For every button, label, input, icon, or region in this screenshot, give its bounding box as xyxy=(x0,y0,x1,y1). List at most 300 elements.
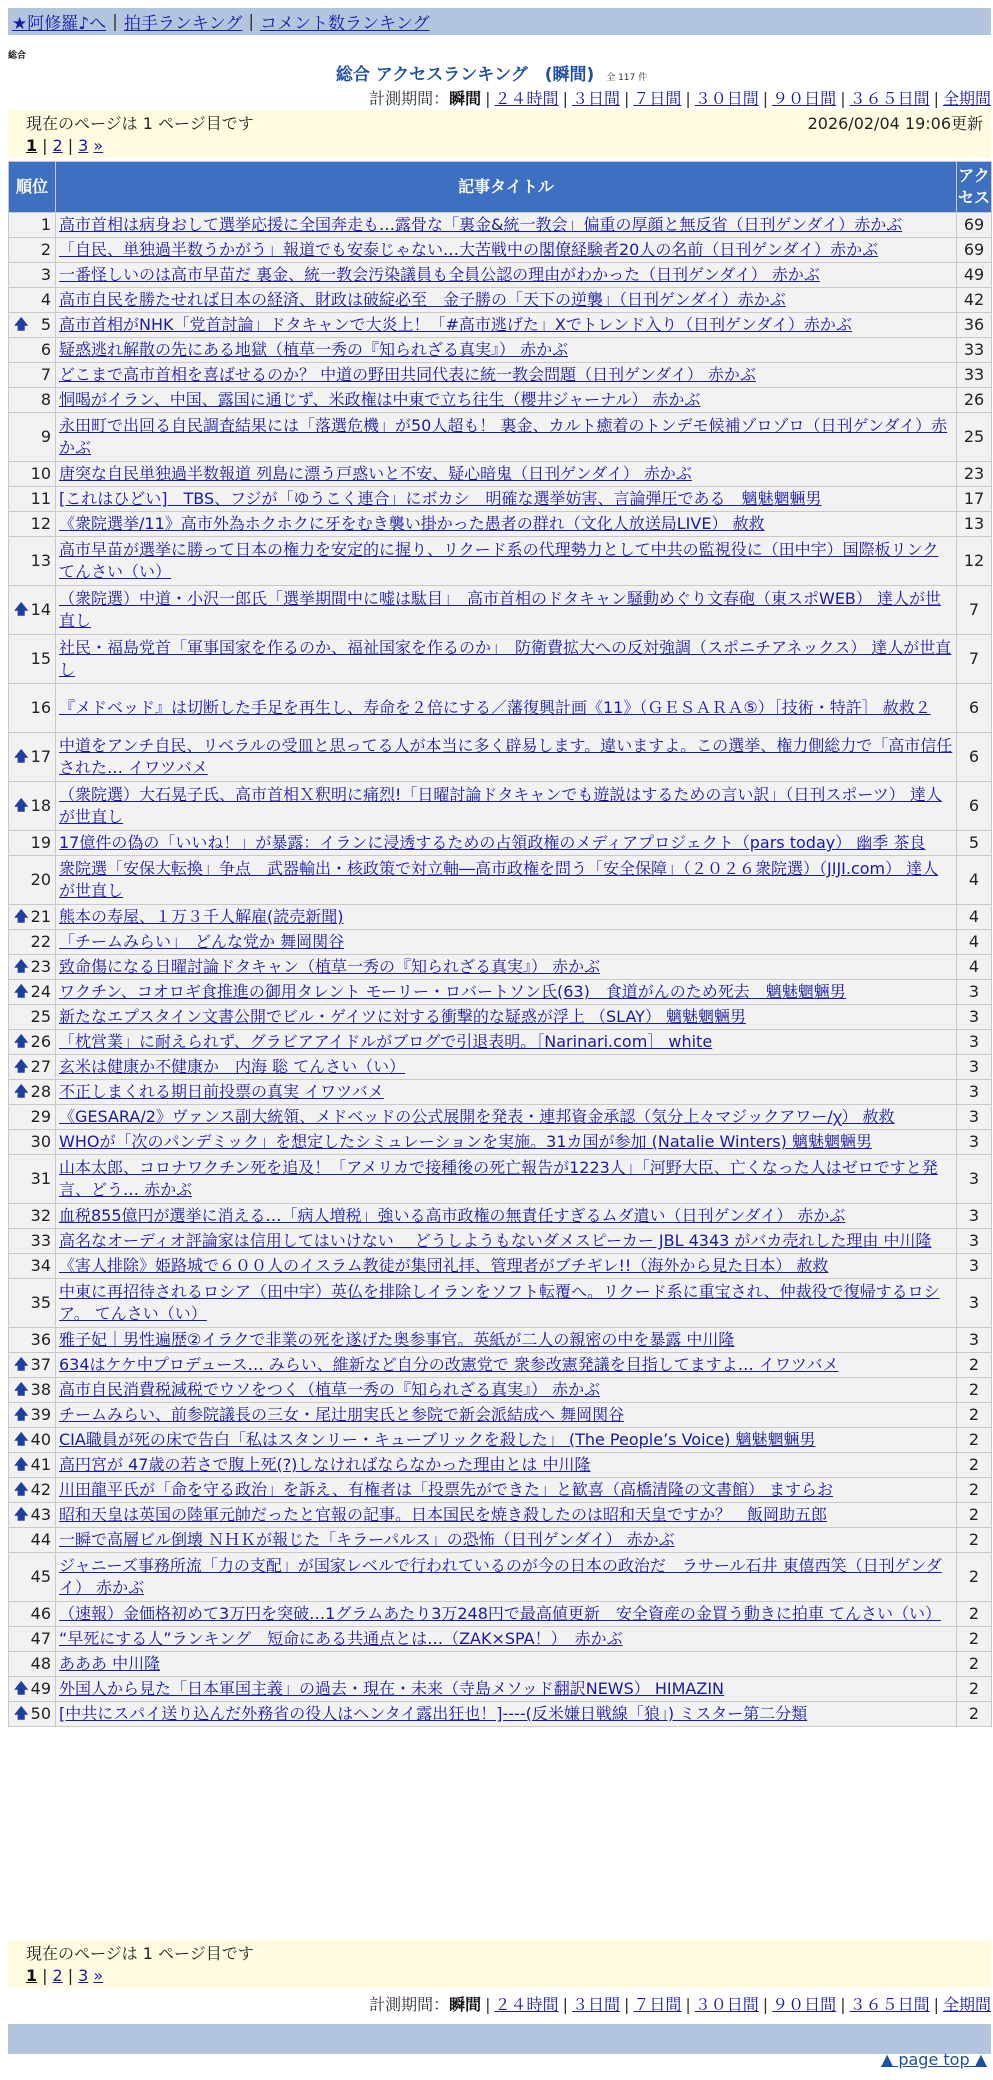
article-title-link[interactable]: 中道をアンチ自民、リベラルの受皿と思ってる人が本当に多く辟易します。違いますよ。この選挙、権力側総力で「高市信任された… イワツバメ xyxy=(59,736,953,777)
article-title-link[interactable]: 不正しまくれる期日前投票の真実 イワツバメ xyxy=(59,1082,384,1101)
bottom-period-link-4[interactable]: ３０日間 xyxy=(694,1995,759,2014)
rank-number: 2 xyxy=(40,240,51,259)
access-count: 6 xyxy=(957,782,991,830)
rank-cell xyxy=(9,1005,55,1029)
table-row xyxy=(9,487,991,511)
rank-number: 21 xyxy=(30,907,51,926)
up-arrow-icon: 🡅 xyxy=(14,1706,29,1722)
article-title-link[interactable]: 山本太郎、コロナワクチン死を追及！「アメリカで接種後の死亡報告が1223人」「河野大臣、亡くなった人はゼロですと発言、どう… 赤かぶ xyxy=(59,1158,938,1199)
up-arrow-icon: 🡅 xyxy=(14,1034,29,1050)
rank-cell xyxy=(9,213,55,237)
title-cell xyxy=(56,1279,956,1327)
access-count: 2 xyxy=(957,1602,991,1626)
rank-number: 44 xyxy=(30,1530,51,1549)
bottom-period-link-2[interactable]: ３日間 xyxy=(571,1995,620,2014)
rank-cell xyxy=(9,1403,55,1427)
top-nav xyxy=(8,8,991,35)
title-cell xyxy=(56,1254,956,1278)
access-count: 2 xyxy=(957,1478,991,1502)
rank-number: 6 xyxy=(40,340,51,359)
rank-cell xyxy=(9,733,55,781)
period-separator: | xyxy=(933,1995,939,2014)
article-title-link[interactable]: WHOが「次のパンデミック」を想定したシミュレーションを実施。31カ国が参加 (Natalie Winters) 魑魅魍魎男 xyxy=(59,1132,872,1151)
bottom-period-link-6[interactable]: ３６５日間 xyxy=(849,1995,930,2014)
access-count: 25 xyxy=(957,413,991,461)
rank-cell xyxy=(9,831,55,855)
period-current: 瞬間 xyxy=(449,89,482,108)
table-row xyxy=(9,635,991,683)
up-arrow-icon: 🡅 xyxy=(14,317,29,333)
article-title-link[interactable]: 玄米は健康か不健康か 内海 聡 てんさい（い） xyxy=(59,1057,406,1076)
access-count: 69 xyxy=(957,238,991,262)
article-title-link[interactable]: （速報）金価格初めて3万円を突破…1グラムあたり3万248円で最高値更新 安全資産の金買う動きに拍車 てんさい（い） xyxy=(59,1604,942,1623)
article-title-link[interactable]: チームみらい、前参院議長の三女・尾辻朋実氏と参院で新会派結成へ 舞岡関谷 xyxy=(59,1405,625,1424)
rank-cell xyxy=(9,1279,55,1327)
article-title-link[interactable]: 唐突な自民単独過半数報道 列島に漂う戸惑いと不安、疑心暗鬼（日刊ゲンダイ） 赤かぶ xyxy=(59,464,692,483)
article-title-link[interactable]: 社民・福島党首「軍事国家を作るのか、福祉国家を作るのか」 防衛費拡大への反対強調（スポニチアネックス） 達人が世直し xyxy=(59,638,952,679)
article-title-link[interactable]: 「チームみらい」 どんな党か 舞岡関谷 xyxy=(59,932,345,951)
period-label: 計測期間： xyxy=(369,89,450,108)
rank-number: 35 xyxy=(30,1293,51,1312)
access-count: 33 xyxy=(957,363,991,387)
article-title-link[interactable]: 『メドベッド』は切断した手足を再生し、寿命を２倍にする／藩復興計画《11》（ＧＥＳＡＲＡ⑤）［技術・特許］ 赦救２ xyxy=(59,698,931,717)
article-title-link[interactable]: 川田龍平氏が「命を守る政治」を訴え、有権者は「投票先ができた」と歓喜（高橋清隆の文書館） ますらお xyxy=(59,1480,834,1499)
rank-cell xyxy=(9,1627,55,1651)
rank-number: 24 xyxy=(30,982,51,1001)
access-count: 7 xyxy=(957,635,991,683)
nav-link-comment-ranking[interactable]: コメント数ランキング xyxy=(260,14,430,34)
rank-cell xyxy=(9,1254,55,1278)
access-count: 3 xyxy=(957,1279,991,1327)
access-count: 4 xyxy=(957,955,991,979)
rank-number: 10 xyxy=(30,464,51,483)
period-separator: | xyxy=(840,1995,846,2014)
rank-cell xyxy=(9,1328,55,1352)
article-title-link[interactable]: 高市自民を勝たせれば日本の経済、財政は破綻必至 金子勝の「天下の逆襲」（日刊ゲンダイ）赤かぶ xyxy=(59,290,786,309)
table-row xyxy=(9,1055,991,1079)
table-row xyxy=(9,1553,991,1601)
title-cell xyxy=(56,1328,956,1352)
access-count: 26 xyxy=(957,388,991,412)
title-cell xyxy=(56,1105,956,1129)
access-count: 2 xyxy=(957,1702,991,1726)
access-count: 12 xyxy=(957,537,991,585)
title-cell xyxy=(56,1627,956,1651)
rank-cell xyxy=(9,1428,55,1452)
table-row xyxy=(9,213,991,237)
article-title-link[interactable]: 高市首相がNHK「党首討論」ドタキャンで大炎上！「#高市逃げた」Xでトレンド入り（日刊ゲンダイ）赤かぶ xyxy=(59,315,852,334)
access-count: 49 xyxy=(957,263,991,287)
table-row xyxy=(9,684,991,732)
title-cell xyxy=(56,1453,956,1477)
period-separator: | xyxy=(562,89,568,108)
rank-number: 43 xyxy=(30,1505,51,1524)
article-title-link[interactable]: 高市首相は病身おして選挙応援に全国奔走も…露骨な「裏金&統一教会」偏重の厚顔と無反省（日刊ゲンダイ）赤かぶ xyxy=(59,215,903,234)
up-arrow-icon: 🡅 xyxy=(14,1382,29,1398)
period-selector-top xyxy=(369,86,991,109)
table-row xyxy=(9,462,991,486)
table-row xyxy=(9,1105,991,1129)
table-row xyxy=(9,1627,991,1651)
title-cell xyxy=(56,586,956,634)
table-row xyxy=(9,1503,991,1527)
rank-cell xyxy=(9,1130,55,1154)
table-row xyxy=(9,782,991,830)
access-count: 2 xyxy=(957,1353,991,1377)
article-title-link[interactable]: 昭和天皇は英国の陸軍元帥だったと官報の記事。日本国民を焼き殺したのは昭和天皇ですか？ 飯岡助五郎 xyxy=(59,1505,828,1524)
rank-cell xyxy=(9,905,55,929)
rank-cell xyxy=(9,1030,55,1054)
article-title-link[interactable]: 634はケケ中プロデュース… みらい、維新など自分の改憲党で 衆参改憲発議を目指してますよ… イワツバメ xyxy=(59,1355,839,1374)
access-count: 2 xyxy=(957,1652,991,1676)
rank-cell xyxy=(9,1055,55,1079)
access-count: 2 xyxy=(957,1453,991,1477)
table-row xyxy=(9,1378,991,1402)
article-title-link[interactable]: CIA職員が死の床で告白「私はスタンリー・キューブリックを殺した」 (The People’s Voice) 魑魅魍魎男 xyxy=(59,1430,816,1449)
title-cell xyxy=(56,831,956,855)
column-header-access: アクセス xyxy=(957,162,991,212)
top-page-link-2[interactable]: 2 xyxy=(52,136,63,155)
footer-bar xyxy=(8,2024,991,2054)
period-separator: | xyxy=(762,1995,769,2014)
access-count: 13 xyxy=(957,512,991,536)
rank-number: 4 xyxy=(40,290,51,309)
rank-number: 45 xyxy=(30,1567,51,1586)
table-row xyxy=(9,1204,991,1228)
rank-number: 33 xyxy=(30,1231,51,1250)
total-count: 全 117 件 xyxy=(606,73,648,83)
access-count: 2 xyxy=(957,1403,991,1427)
rank-cell xyxy=(9,1528,55,1552)
rank-cell xyxy=(9,512,55,536)
title-cell xyxy=(56,1602,956,1626)
access-count: 33 xyxy=(957,338,991,362)
table-row xyxy=(9,1453,991,1477)
rank-cell xyxy=(9,1204,55,1228)
top-period-link-5[interactable]: ９０日間 xyxy=(772,89,837,108)
article-title-link[interactable]: 17億件の偽の「いいね！」が暴露：イランに浸透するための占領政権のメディアプロジェクト（pars today） 幽季 茶良 xyxy=(59,833,926,852)
article-title-link[interactable]: 《衆院選挙/11》高市外為ホクホクに牙をむき襲い掛かった愚者の群れ（文化人放送局LIVE） 赦救 xyxy=(59,514,765,533)
article-title-link[interactable]: “早死にする人”ランキング 短命にある共通点とは…（ZAK×SPA！） 赤かぶ xyxy=(59,1629,623,1648)
article-title-link[interactable]: 新たなエプスタイン文書公開でビル・ゲイツに対する衝撃的な疑惑が浮上 （SLAY） 魑魅魍魎男 xyxy=(59,1007,747,1026)
bottom-period-link-1[interactable]: ２４時間 xyxy=(494,1995,559,2014)
article-title-link[interactable]: 血税855億円が選挙に消える…「病人増税」強いる高市政権の無責任すぎるムダ遣い（日刊ゲンダイ） 赤かぶ xyxy=(59,1206,846,1225)
rank-cell xyxy=(9,363,55,387)
title-cell xyxy=(56,1204,956,1228)
bottom-page-link-1: 1 xyxy=(26,1966,38,1985)
period-separator: | xyxy=(562,1995,568,2014)
title-cell xyxy=(56,1428,956,1452)
bottom-period-link-7[interactable]: 全期間 xyxy=(942,1995,991,2014)
current-page-text: 現在のページは 1 ページ目です xyxy=(26,114,254,133)
title-cell xyxy=(56,1005,956,1029)
article-title-link[interactable]: 一瞬で高層ビル倒壊 ＮＨＫが報じた「キラーパルス」の恐怖（日刊ゲンダイ） 赤かぶ xyxy=(59,1530,675,1549)
table-row xyxy=(9,238,991,262)
access-count: 2 xyxy=(957,1528,991,1552)
access-count: 3 xyxy=(957,1229,991,1253)
site-home-link[interactable]: ★阿修羅♪へ xyxy=(12,14,107,34)
period-separator: | xyxy=(623,89,630,108)
rank-cell xyxy=(9,1155,55,1203)
up-arrow-icon: 🡅 xyxy=(14,1681,29,1697)
article-title-link[interactable]: [中共にスパイ送り込んだ外務省の役人はヘンタイ露出狂也！]----(反米嫌日戦線「狼」) ミスター第二分類 xyxy=(59,1704,808,1723)
article-title-link[interactable]: 中東に再招待されるロシア（田中宇）英仏を排除しイランをソフト転覆へ。リクード系に重宝され、仲裁役で復帰するロシア。 てんさい（い） xyxy=(59,1282,940,1323)
article-title-link[interactable]: 高市自民消費税減税でウソをつく（植草一秀の『知られざる真実』） 赤かぶ xyxy=(59,1380,601,1399)
rank-cell xyxy=(9,1478,55,1502)
title-cell xyxy=(56,1553,956,1601)
table-row xyxy=(9,1428,991,1452)
access-count: 3 xyxy=(957,1254,991,1278)
table-row xyxy=(9,1155,991,1203)
rank-cell xyxy=(9,413,55,461)
title-cell xyxy=(56,1080,956,1104)
access-count: 3 xyxy=(957,1055,991,1079)
up-arrow-icon: 🡅 xyxy=(14,984,29,1000)
period-label: 計測期間： xyxy=(369,1995,450,2014)
title-cell xyxy=(56,1155,956,1203)
article-title-link[interactable]: 高名なオーディオ評論家は信用してはいけない ＿どうしようもないダメスピーカー JBL 4343 がバカ売れした理由 中川隆 xyxy=(59,1231,932,1250)
up-arrow-icon: 🡅 xyxy=(14,959,29,975)
article-title-link[interactable]: あああ 中川隆 xyxy=(59,1654,161,1673)
rank-cell xyxy=(9,388,55,412)
rank-cell xyxy=(9,263,55,287)
table-row xyxy=(9,586,991,634)
table-row xyxy=(9,413,991,461)
title-cell xyxy=(56,313,956,337)
access-count: 17 xyxy=(957,487,991,511)
access-count: 69 xyxy=(957,213,991,237)
rank-cell xyxy=(9,1453,55,1477)
table-row xyxy=(9,537,991,585)
rank-cell xyxy=(9,1652,55,1676)
title-cell xyxy=(56,1130,956,1154)
article-title-link[interactable]: 疑惑逃れ解散の先にある地獄（植草一秀の『知られざる真実』） 赤かぶ xyxy=(59,340,569,359)
period-separator: | xyxy=(485,89,491,108)
access-count: 4 xyxy=(957,930,991,954)
rank-number: 25 xyxy=(30,1007,51,1026)
period-separator: | xyxy=(762,89,769,108)
rank-number: 46 xyxy=(30,1604,51,1623)
category-label: 総合 xyxy=(8,51,27,61)
up-arrow-icon: 🡅 xyxy=(14,602,29,618)
article-title-link[interactable]: 衆院選「安保大転換」争点 武器輸出・核政策で対立軸―高市政権を問う「安全保障」（２０２６衆院選）（JIJI.com） 達人が世直し xyxy=(59,859,939,900)
top-page-link-1: 1 xyxy=(26,136,38,155)
access-count: 6 xyxy=(957,684,991,732)
top-period-link-6[interactable]: ３６５日間 xyxy=(849,89,930,108)
article-title-link[interactable]: 「枕営業」に耐えられず、グラビアアイドルがブログで引退表明。［Narinari.com］ white xyxy=(59,1032,713,1051)
title-cell xyxy=(56,1403,956,1427)
title-cell xyxy=(56,1677,956,1701)
article-title-link[interactable]: 外国人から見た「日本軍国主義」の過去・現在・未来（寺島メソッド翻訳NEWS） HIMAZIN xyxy=(59,1679,725,1698)
page-title-text: 総合 アクセスランキング (瞬間) xyxy=(335,65,595,85)
page-top-link[interactable]: ▲ page top ▲ xyxy=(880,2050,987,2069)
pagination-bottom xyxy=(26,1964,983,1987)
table-row xyxy=(9,980,991,1004)
rank-cell xyxy=(9,313,55,337)
table-header-row xyxy=(9,162,991,212)
rank-number: 28 xyxy=(30,1082,51,1101)
up-arrow-icon: 🡅 xyxy=(14,1457,29,1473)
up-arrow-icon: 🡅 xyxy=(14,1482,29,1498)
article-title-link[interactable]: 高市早苗が選挙に勝って日本の権力を安定的に握り、リクード系の代理勢力として中共の監視役に（田中宇）国際板リンク てんさい（い） xyxy=(59,540,939,581)
article-title-link[interactable]: 「自民、単独過半数うかがう」報道でも安泰じゃない…大苦戦中の閣僚経験者20人の名前（日刊ゲンダイ）赤かぶ xyxy=(59,240,879,259)
period-separator: | xyxy=(485,1995,491,2014)
rank-cell xyxy=(9,1677,55,1701)
table-row xyxy=(9,955,991,979)
rank-number: 14 xyxy=(30,600,51,619)
access-count: 3 xyxy=(957,1080,991,1104)
article-title-link[interactable]: 一番怪しいのは高市早苗だ 裏金、統一教会汚染議員も全員公認の理由がわかった（日刊ゲンダイ） 赤かぶ xyxy=(59,265,820,284)
page-info-bottom xyxy=(8,1940,991,1988)
article-title-link[interactable]: 永田町で出回る自民調査結果には「落選危機」が50人超も！ 裏金、カルト癒着のトンデモ候補ゾロゾロ（日刊ゲンダイ）赤かぶ xyxy=(59,416,948,457)
article-title-link[interactable]: （衆院選）大石晃子氏、高市首相Ｘ釈明に痛烈!「日曜討論ドタキャンでも遊説はするための言い訳」（日刊スポーツ） 達人が世直し xyxy=(59,785,942,826)
rank-cell xyxy=(9,856,55,904)
top-period-link-2[interactable]: ３日間 xyxy=(571,89,620,108)
rank-number: 12 xyxy=(30,514,51,533)
rank-cell xyxy=(9,1229,55,1253)
rank-number: 20 xyxy=(30,870,51,889)
title-cell xyxy=(56,955,956,979)
period-separator: | xyxy=(685,89,691,108)
rank-number: 17 xyxy=(30,747,51,766)
table-row xyxy=(9,1403,991,1427)
top-period-link-1[interactable]: ２４時間 xyxy=(494,89,559,108)
access-count: 2 xyxy=(957,1677,991,1701)
article-title-link[interactable]: 高円宮が 47歳の若さで腹上死(?)しなければならなかった理由とは 中川隆 xyxy=(59,1455,591,1474)
table-row xyxy=(9,1528,991,1552)
title-cell xyxy=(56,930,956,954)
rank-number: 48 xyxy=(30,1654,51,1673)
top-period-link-4[interactable]: ３０日間 xyxy=(694,89,759,108)
period-selector-bottom xyxy=(369,1992,991,2015)
access-count: 6 xyxy=(957,733,991,781)
rank-number: 11 xyxy=(30,489,51,508)
table-row xyxy=(9,1602,991,1626)
title-cell xyxy=(56,1503,956,1527)
bottom-next-page-link[interactable]: » xyxy=(93,1966,104,1985)
rank-cell xyxy=(9,1080,55,1104)
title-cell xyxy=(56,1378,956,1402)
title-cell xyxy=(56,363,956,387)
title-cell xyxy=(56,263,956,287)
pager-separator: | xyxy=(42,1966,48,1985)
article-title-link[interactable]: 雅子妃｜男性遍歴②イラクで非業の死を遂げた奥参事官。英紙が二人の親密の中を暴露 中川隆 xyxy=(59,1330,735,1349)
title-cell xyxy=(56,856,956,904)
article-title-link[interactable]: どこまで高市首相を喜ばせるのか？ 中道の野田共同代表に統一教会問題（日刊ゲンダイ） 赤かぶ xyxy=(59,365,756,384)
rank-number: 19 xyxy=(30,833,51,852)
pager-separator: | xyxy=(67,136,74,155)
up-arrow-icon: 🡅 xyxy=(14,749,29,765)
article-title-link[interactable]: 《害人排除》姫路城で６００人のイスラム教徒が集団礼拝、管理者がブチギレ!!（海外から見た日本） 赦救 xyxy=(59,1256,829,1275)
rank-number: 18 xyxy=(30,796,51,815)
rank-number: 39 xyxy=(30,1405,51,1424)
rank-cell xyxy=(9,782,55,830)
table-row xyxy=(9,1030,991,1054)
article-title-link[interactable]: ジャニーズ事務所流「力の支配」が国家レベルで行われているのが今の日本の政治だ ラサール石井 東僖西笑（日刊ゲンダイ） 赤かぶ xyxy=(59,1556,942,1597)
title-cell xyxy=(56,1478,956,1502)
period-separator: | xyxy=(840,89,846,108)
article-title-link[interactable]: 致命傷になる日曜討論ドタキャン（植草一秀の『知られざる真実』） 赤かぶ xyxy=(59,957,601,976)
access-count: 2 xyxy=(957,1553,991,1601)
access-count: 36 xyxy=(957,313,991,337)
rank-cell xyxy=(9,238,55,262)
column-header-rank: 順位 xyxy=(9,162,55,212)
access-count: 3 xyxy=(957,1204,991,1228)
article-title-link[interactable]: ワクチン、コオロギ食推進の御用タレント モーリー・ロバートソン氏(63) 食道がんのため死去 魑魅魍魎男 xyxy=(59,982,846,1001)
title-cell xyxy=(56,537,956,585)
title-cell xyxy=(56,733,956,781)
access-count: 3 xyxy=(957,1155,991,1203)
ranking-table xyxy=(8,161,992,1727)
table-row xyxy=(9,1130,991,1154)
rank-cell xyxy=(9,1702,55,1726)
rank-number: 16 xyxy=(30,698,51,717)
pager-separator: | xyxy=(67,1966,74,1985)
title-cell xyxy=(56,684,956,732)
rank-cell xyxy=(9,586,55,634)
table-row xyxy=(9,1229,991,1253)
nav-link-applause-ranking[interactable]: 拍手ランキング xyxy=(123,14,243,34)
rank-number: 1 xyxy=(40,215,51,234)
rank-cell xyxy=(9,980,55,1004)
article-title-link[interactable]: 《GESARA/2》ヴァンス副大統領、メドベッドの公式展開を発表・連邦資金承認（気分上々マジックアワー/ꭓ） 赦救 xyxy=(59,1107,895,1126)
article-title-link[interactable]: 恫喝がイラン、中国、露国に通じず、米政権は中東で立ち往生（櫻井ジャーナル） 赤かぶ xyxy=(59,390,701,409)
title-cell xyxy=(56,1652,956,1676)
title-cell xyxy=(56,1030,956,1054)
up-arrow-icon: 🡅 xyxy=(14,1357,29,1373)
table-row xyxy=(9,363,991,387)
table-row xyxy=(9,1702,991,1726)
top-next-page-link[interactable]: » xyxy=(93,136,104,155)
access-count: 5 xyxy=(957,831,991,855)
table-row xyxy=(9,338,991,362)
rank-cell xyxy=(9,635,55,683)
bottom-page-link-3[interactable]: 3 xyxy=(78,1966,89,1985)
top-page-link-3[interactable]: 3 xyxy=(78,136,89,155)
access-count: 3 xyxy=(957,1030,991,1054)
rank-number: 22 xyxy=(30,932,51,951)
title-cell xyxy=(56,413,956,461)
table-row xyxy=(9,1677,991,1701)
title-cell xyxy=(56,288,956,312)
title-cell xyxy=(56,487,956,511)
top-period-link-7[interactable]: 全期間 xyxy=(942,89,991,108)
up-arrow-icon: 🡅 xyxy=(14,909,29,925)
article-title-link[interactable]: （衆院選）中道・小沢一郎氏「選挙期間中に嘘は駄目」 高市首相のドタキャン騒動めぐり文春砲（東スポWEB） 達人が世直し xyxy=(59,589,941,630)
table-row xyxy=(9,288,991,312)
rank-cell xyxy=(9,1105,55,1129)
top-period-link-3[interactable]: ７日間 xyxy=(633,89,682,108)
title-cell xyxy=(56,462,956,486)
table-row xyxy=(9,1080,991,1104)
bottom-period-link-3[interactable]: ７日間 xyxy=(633,1995,682,2014)
rank-number: 32 xyxy=(30,1206,51,1225)
current-page-text: 現在のページは 1 ページ目です xyxy=(26,1944,254,1963)
rank-cell xyxy=(9,487,55,511)
rank-number: 23 xyxy=(30,957,51,976)
rank-number: 36 xyxy=(30,1330,51,1349)
title-cell xyxy=(56,1528,956,1552)
article-title-link[interactable]: 熊本の寿屋、１万３千人解雇(読売新聞) xyxy=(59,907,344,926)
page-info-top xyxy=(8,110,991,158)
access-count: 23 xyxy=(957,462,991,486)
bottom-period-link-5[interactable]: ９０日間 xyxy=(772,1995,837,2014)
rank-cell xyxy=(9,288,55,312)
access-count: 4 xyxy=(957,905,991,929)
rank-number: 3 xyxy=(40,265,51,284)
bottom-page-link-2[interactable]: 2 xyxy=(52,1966,63,1985)
article-title-link[interactable]: [これはひどい] TBS、フジが「ゆうこく連合」にボカシ 明確な選挙妨害、言論弾圧である 魑魅魍魎男 xyxy=(59,489,822,508)
